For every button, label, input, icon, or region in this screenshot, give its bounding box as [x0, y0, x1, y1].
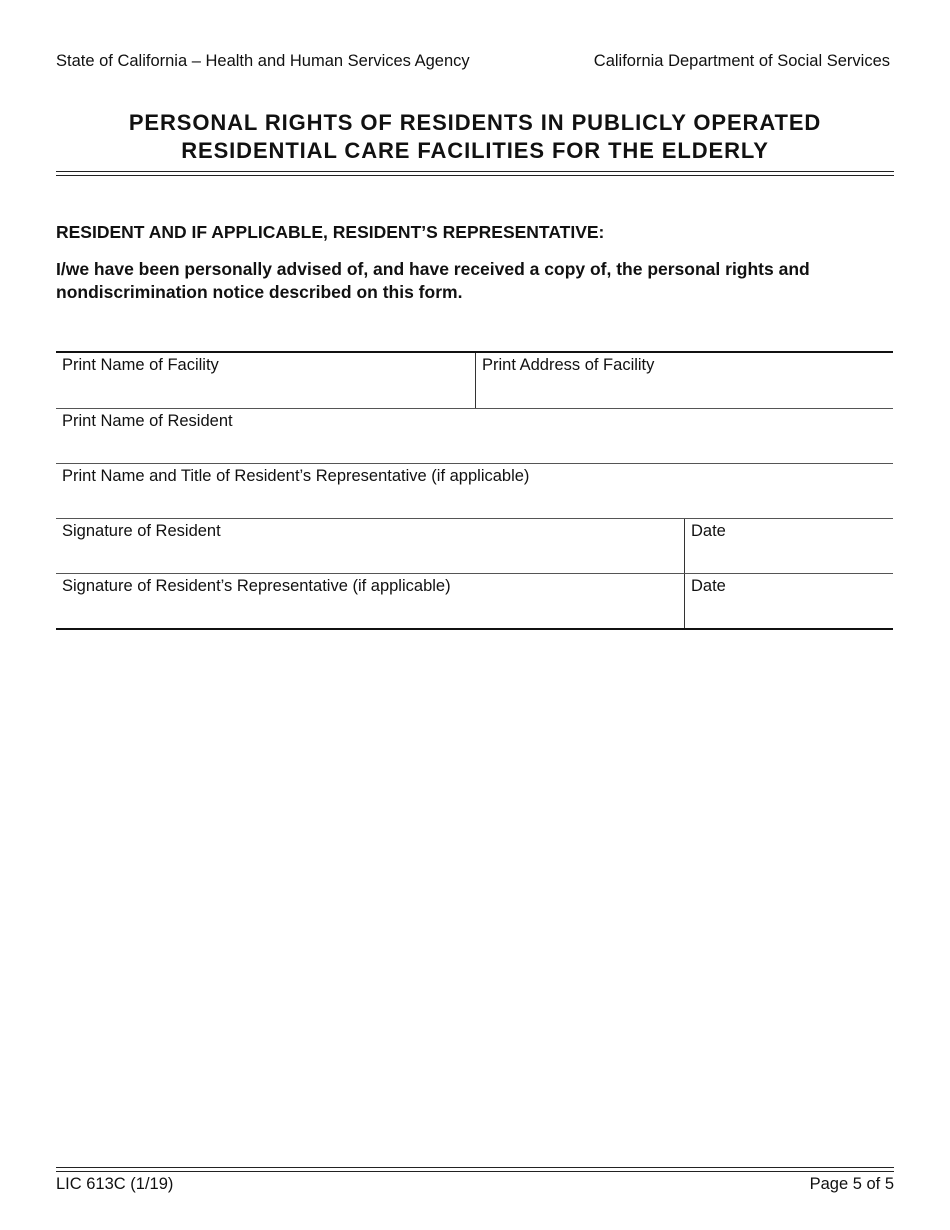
signature-form — [56, 351, 893, 630]
facility-name-label: Print Name of Facility — [62, 356, 219, 374]
footer-divider — [56, 1167, 894, 1172]
resident-signature-field[interactable] — [56, 519, 684, 573]
page-title — [56, 109, 894, 165]
resident-date-field[interactable] — [684, 519, 893, 573]
page-number: Page 5 of 5 — [809, 1175, 894, 1193]
representative-name-field[interactable] — [56, 464, 893, 518]
facility-row — [56, 353, 893, 408]
department-header: California Department of Social Services — [593, 52, 890, 70]
facility-name-field[interactable] — [56, 353, 475, 408]
representative-signature-label: Signature of Resident’s Representative (if applicable) — [62, 577, 451, 595]
representative-date-label: Date — [691, 577, 726, 595]
resident-date-label: Date — [691, 522, 726, 540]
acknowledgement-heading: RESIDENT AND IF APPLICABLE, RESIDENT’S REPRESENTATIVE: — [56, 222, 605, 242]
title-line-1: PERSONAL RIGHTS OF RESIDENTS IN PUBLICLY OPERATED — [128, 110, 822, 135]
representative-name-label: Print Name and Title of Resident’s Representative (if applicable) — [62, 467, 530, 485]
agency-header: State of California – Health and Human Services Agency — [56, 52, 470, 70]
acknowledgement-statement: I/we have been personally advised of, and have received a copy of, the personal rights and nondiscrimination notice described on this form. — [56, 259, 810, 302]
form-number: LIC 613C (1/19) — [56, 1175, 174, 1193]
resident-signature-row — [56, 518, 893, 573]
resident-name-label: Print Name of Resident — [62, 412, 233, 430]
representative-date-field[interactable] — [684, 574, 893, 628]
facility-address-field[interactable] — [475, 353, 893, 408]
resident-signature-label: Signature of Resident — [62, 522, 221, 540]
title-divider — [56, 171, 894, 176]
title-line-2: RESIDENTIAL CARE FACILITIES FOR THE ELDERLY — [181, 138, 769, 163]
resident-name-field[interactable] — [56, 409, 893, 463]
representative-signature-row — [56, 573, 893, 628]
resident-name-row — [56, 408, 893, 463]
representative-name-row — [56, 463, 893, 518]
representative-signature-field[interactable] — [56, 574, 684, 628]
facility-address-label: Print Address of Facility — [482, 356, 655, 374]
